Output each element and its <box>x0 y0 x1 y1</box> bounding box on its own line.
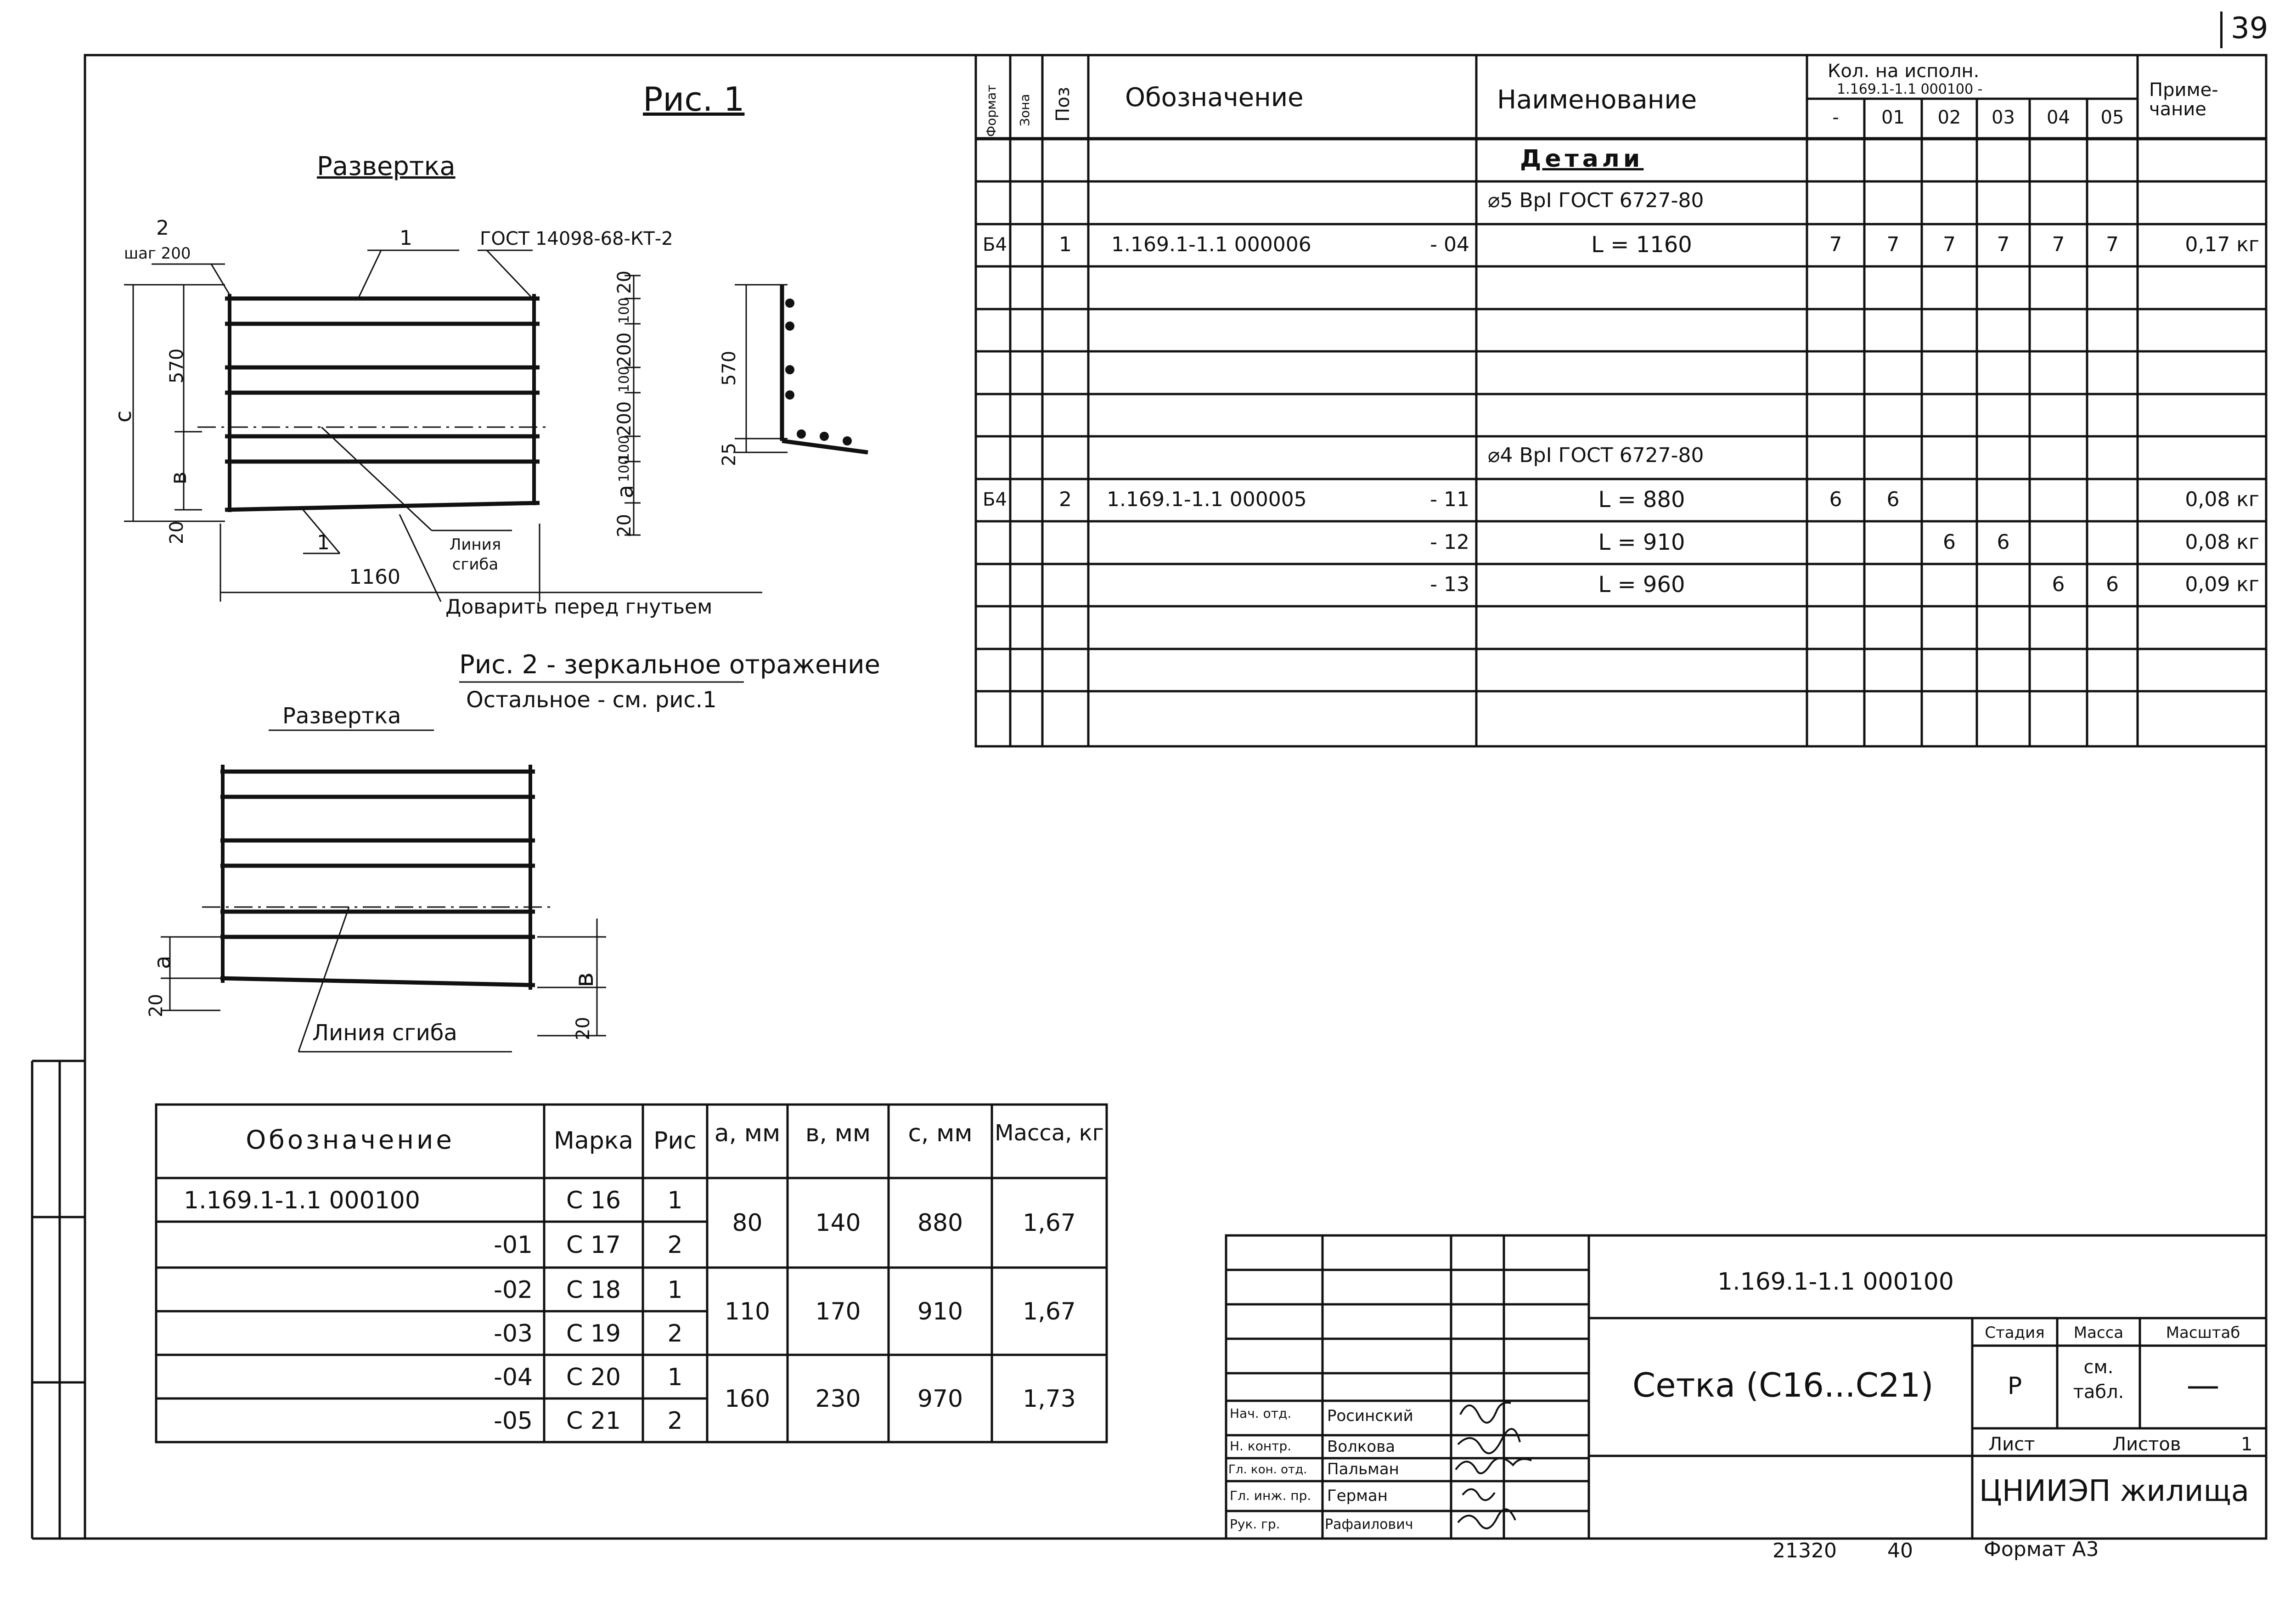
variants-head: Рис <box>653 1127 697 1155</box>
variants-head: Масса, кг <box>995 1120 1104 1146</box>
footer-num: 40 <box>1887 1539 1913 1562</box>
spec-row-name: L = 960 <box>1598 572 1685 598</box>
spec-qty-col: 03 <box>1992 107 2015 128</box>
fig1-dim-20-left: 20 <box>166 521 187 544</box>
variants-row-designation: -01 <box>494 1231 533 1259</box>
spec-row-qty: 7 <box>2106 233 2119 256</box>
spec-row-qty: 7 <box>1886 233 1900 256</box>
fig1-bend-line: Линия сгиба <box>449 536 501 574</box>
signer-name: Волкова <box>1327 1438 1396 1456</box>
spec-row-qty: 6 <box>2052 573 2065 596</box>
spec-row-variant: - 11 <box>1430 488 1469 511</box>
variants-row-fig: 2 <box>667 1231 683 1259</box>
variants-group-a: 110 <box>724 1298 771 1325</box>
spec-row-variant: - 04 <box>1430 233 1469 256</box>
signer-role: Рук. гр. <box>1230 1517 1280 1532</box>
side-dim-570: 570 <box>719 350 740 386</box>
signer-name: Герман <box>1327 1487 1388 1505</box>
footer-inv: 21320 <box>1773 1539 1837 1562</box>
spec-head-format: Формат <box>984 85 999 137</box>
page-number: 39 <box>2231 11 2268 45</box>
spec-row-name: L = 910 <box>1598 530 1685 555</box>
fig1-leader-2: 2 <box>156 216 169 240</box>
variants-row-fig: 1 <box>667 1364 683 1391</box>
spec-row-name: L = 1160 <box>1591 232 1692 258</box>
variants-group-mass: 1,67 <box>1023 1298 1076 1325</box>
variants-head: Марка <box>553 1127 633 1155</box>
spec-qty-col: 01 <box>1881 107 1905 128</box>
variants-head: в, мм <box>805 1120 871 1147</box>
title-block-sheets-value: 1 <box>2241 1434 2253 1455</box>
variants-row-mark: С 19 <box>566 1320 621 1347</box>
fig1-right-dim: а <box>613 485 638 498</box>
spec-qty-col: 02 <box>1937 107 1961 128</box>
spec-qty-col: 04 <box>2047 107 2070 128</box>
variants-group-mass: 1,73 <box>1023 1385 1076 1413</box>
spec-row-qty: 7 <box>1997 233 2010 256</box>
spec-row-qty: 6 <box>1943 530 1956 554</box>
signer-name: Рафаилович <box>1325 1517 1413 1533</box>
spec-row-format: Б4 <box>983 489 1007 510</box>
fig1-right-dim: 200 <box>614 332 635 367</box>
title-block-stage: Р <box>2007 1372 2022 1400</box>
spec-row-pos: 1 <box>1059 233 1072 256</box>
spec-head-name: Наименование <box>1497 85 1697 115</box>
spec-row-designation: 1.169.1-1.1 000006 <box>1111 233 1311 256</box>
variants-row-fig: 2 <box>667 1320 683 1347</box>
variants-group-a: 80 <box>732 1209 763 1237</box>
variants-row-mark: С 17 <box>566 1231 621 1259</box>
signer-name: Росинский <box>1327 1407 1413 1425</box>
fig1-right-dim: 20 <box>614 271 635 294</box>
fig1-dim-570: 570 <box>166 348 187 383</box>
spec-row-designation: 1.169.1-1.1 000005 <box>1107 488 1307 511</box>
spec-head-zone: Зона <box>1017 94 1032 126</box>
fig1-right-dim: 100 <box>616 366 632 393</box>
spec-head-qty: Кол. на исполн. <box>1828 61 1980 82</box>
fig2-title: Рис. 2 - зеркальное отражение <box>459 650 880 680</box>
fig1-step: шаг 200 <box>124 244 191 263</box>
spec-head-designation: Обозначение <box>1125 83 1304 113</box>
fig1-right-dim: 100 <box>616 297 632 324</box>
title-block-org: ЦНИИЭП жилища <box>1979 1474 2249 1508</box>
fig1-dim-c: c <box>111 410 136 423</box>
variants-row-mark: С 18 <box>566 1276 621 1304</box>
fig2-bend-line: Линия сгиба <box>312 1020 457 1046</box>
signer-role: Н. контр. <box>1230 1438 1292 1454</box>
fig1-razvertka: Развертка <box>317 152 456 181</box>
spec-row-qty: 6 <box>1829 488 1842 511</box>
spec-row-note: 0,09 кг <box>2185 573 2259 596</box>
spec-row-qty: 7 <box>1943 233 1956 256</box>
variants-row-designation: -03 <box>494 1320 533 1347</box>
signer-role: Нач. отд. <box>1230 1406 1292 1421</box>
fig1-right-dim: 100 <box>616 435 632 462</box>
variants-group-b: 140 <box>815 1209 861 1237</box>
fig2-dim-20-right: 20 <box>573 1017 594 1040</box>
variants-head: с, мм <box>908 1120 973 1147</box>
title-block-sheet-label: Лист <box>1988 1434 2035 1455</box>
signature <box>1456 1458 1531 1473</box>
variants-group-a: 160 <box>724 1385 771 1413</box>
spec-row-format: Б4 <box>983 234 1007 255</box>
fig2-rest: Остальное - см. рис.1 <box>466 687 717 713</box>
fig1-title: Рис. 1 <box>643 80 745 118</box>
footer-format: Формат А3 <box>1984 1538 2099 1561</box>
spec-row-variant: - 12 <box>1430 530 1469 554</box>
fig1-leader-1-bottom: 1 <box>317 531 330 554</box>
title-block-stage-label: Стадия <box>1985 1324 2045 1342</box>
fig2-dim-a: а <box>150 955 175 969</box>
signature <box>1458 1509 1515 1528</box>
spec-row-qty: 7 <box>1829 233 1842 256</box>
fig1-right-dim: 100 <box>616 456 632 482</box>
fig2-dim-b: в <box>569 972 599 987</box>
variants-row-designation: -04 <box>494 1364 533 1391</box>
spec-head-note: Приме- чание <box>2149 79 2218 120</box>
title-block-sheets-label: Листов <box>2112 1434 2181 1455</box>
variants-row-fig: 2 <box>667 1407 683 1435</box>
variants-group-b: 230 <box>815 1385 861 1413</box>
spec-row-name: ⌀4 ВрI ГОСТ 6727-80 <box>1488 444 1704 467</box>
title-block-mass-value: см. табл. <box>2073 1357 2124 1403</box>
variants-row-designation: -02 <box>494 1276 533 1304</box>
variants-row-fig: 1 <box>667 1276 683 1304</box>
spec-row-name: ⌀5 ВрI ГОСТ 6727-80 <box>1488 189 1704 212</box>
fig2-dim-20: 20 <box>146 994 167 1017</box>
title-block-scale-value: — <box>2186 1366 2220 1404</box>
fig1-dim-b: в <box>166 471 191 485</box>
title-block-title: Сетка (С16...С21) <box>1632 1366 1934 1404</box>
spec-row-qty: 6 <box>1997 530 2010 554</box>
spec-row-name: L = 880 <box>1598 487 1685 513</box>
fig1-right-dim: 20 <box>614 514 635 537</box>
variants-group-c: 970 <box>917 1385 963 1413</box>
spec-head-qty-code: 1.169.1-1.1 000100 - <box>1837 81 1983 97</box>
fig1-gost-weld: ГОСТ 14098-68-КТ-2 <box>480 228 673 249</box>
spec-section-details: Детали <box>1520 145 1644 173</box>
fig1-right-dim: 200 <box>614 401 635 436</box>
variants-group-c: 910 <box>917 1298 963 1325</box>
side-dim-25: 25 <box>719 443 740 466</box>
signature <box>1460 1403 1511 1423</box>
variants-row-mark: С 21 <box>566 1407 621 1435</box>
spec-qty-col: 05 <box>2100 107 2124 128</box>
spec-row-note: 0,08 кг <box>2185 488 2259 511</box>
fig1-weld-before: Доварить перед гнутьем <box>445 595 713 619</box>
signature <box>1463 1489 1495 1500</box>
title-block-code: 1.169.1-1.1 000100 <box>1717 1268 1954 1296</box>
spec-row-pos: 2 <box>1059 488 1072 511</box>
spec-row-qty: 6 <box>1886 488 1900 511</box>
variants-group-mass: 1,67 <box>1023 1209 1076 1237</box>
fig2-razvertka: Развертка <box>282 703 401 729</box>
fig1-dim-1160: 1160 <box>349 565 400 589</box>
title-block-scale-label: Масштаб <box>2166 1324 2240 1342</box>
variants-row-designation: 1.169.1-1.1 000100 <box>184 1187 420 1214</box>
spec-row-qty: 7 <box>2052 233 2065 256</box>
signer-role: Гл. кон. отд. <box>1228 1463 1307 1477</box>
spec-qty-col: - <box>1832 107 1839 128</box>
variants-row-mark: С 20 <box>566 1364 621 1391</box>
fig1-leader-1-top: 1 <box>400 226 412 250</box>
signer-name: Пальман <box>1327 1460 1399 1478</box>
variants-group-b: 170 <box>815 1298 861 1325</box>
variants-head: а, мм <box>714 1120 781 1147</box>
variants-row-designation: -05 <box>494 1407 533 1435</box>
spec-row-variant: - 13 <box>1430 573 1469 596</box>
spec-row-qty: 6 <box>2106 573 2119 596</box>
title-block-mass-label: Масса <box>2073 1324 2124 1342</box>
spec-row-note: 0,17 кг <box>2185 233 2259 256</box>
signature <box>1458 1429 1520 1453</box>
variants-row-mark: С 16 <box>566 1187 621 1214</box>
variants-row-fig: 1 <box>667 1187 683 1214</box>
spec-head-pos: Поз <box>1052 87 1074 122</box>
variants-head: Обозначение <box>246 1125 455 1155</box>
variants-group-c: 880 <box>917 1209 963 1237</box>
spec-row-note: 0,08 кг <box>2185 530 2259 554</box>
signer-role: Гл. инж. пр. <box>1230 1488 1311 1503</box>
